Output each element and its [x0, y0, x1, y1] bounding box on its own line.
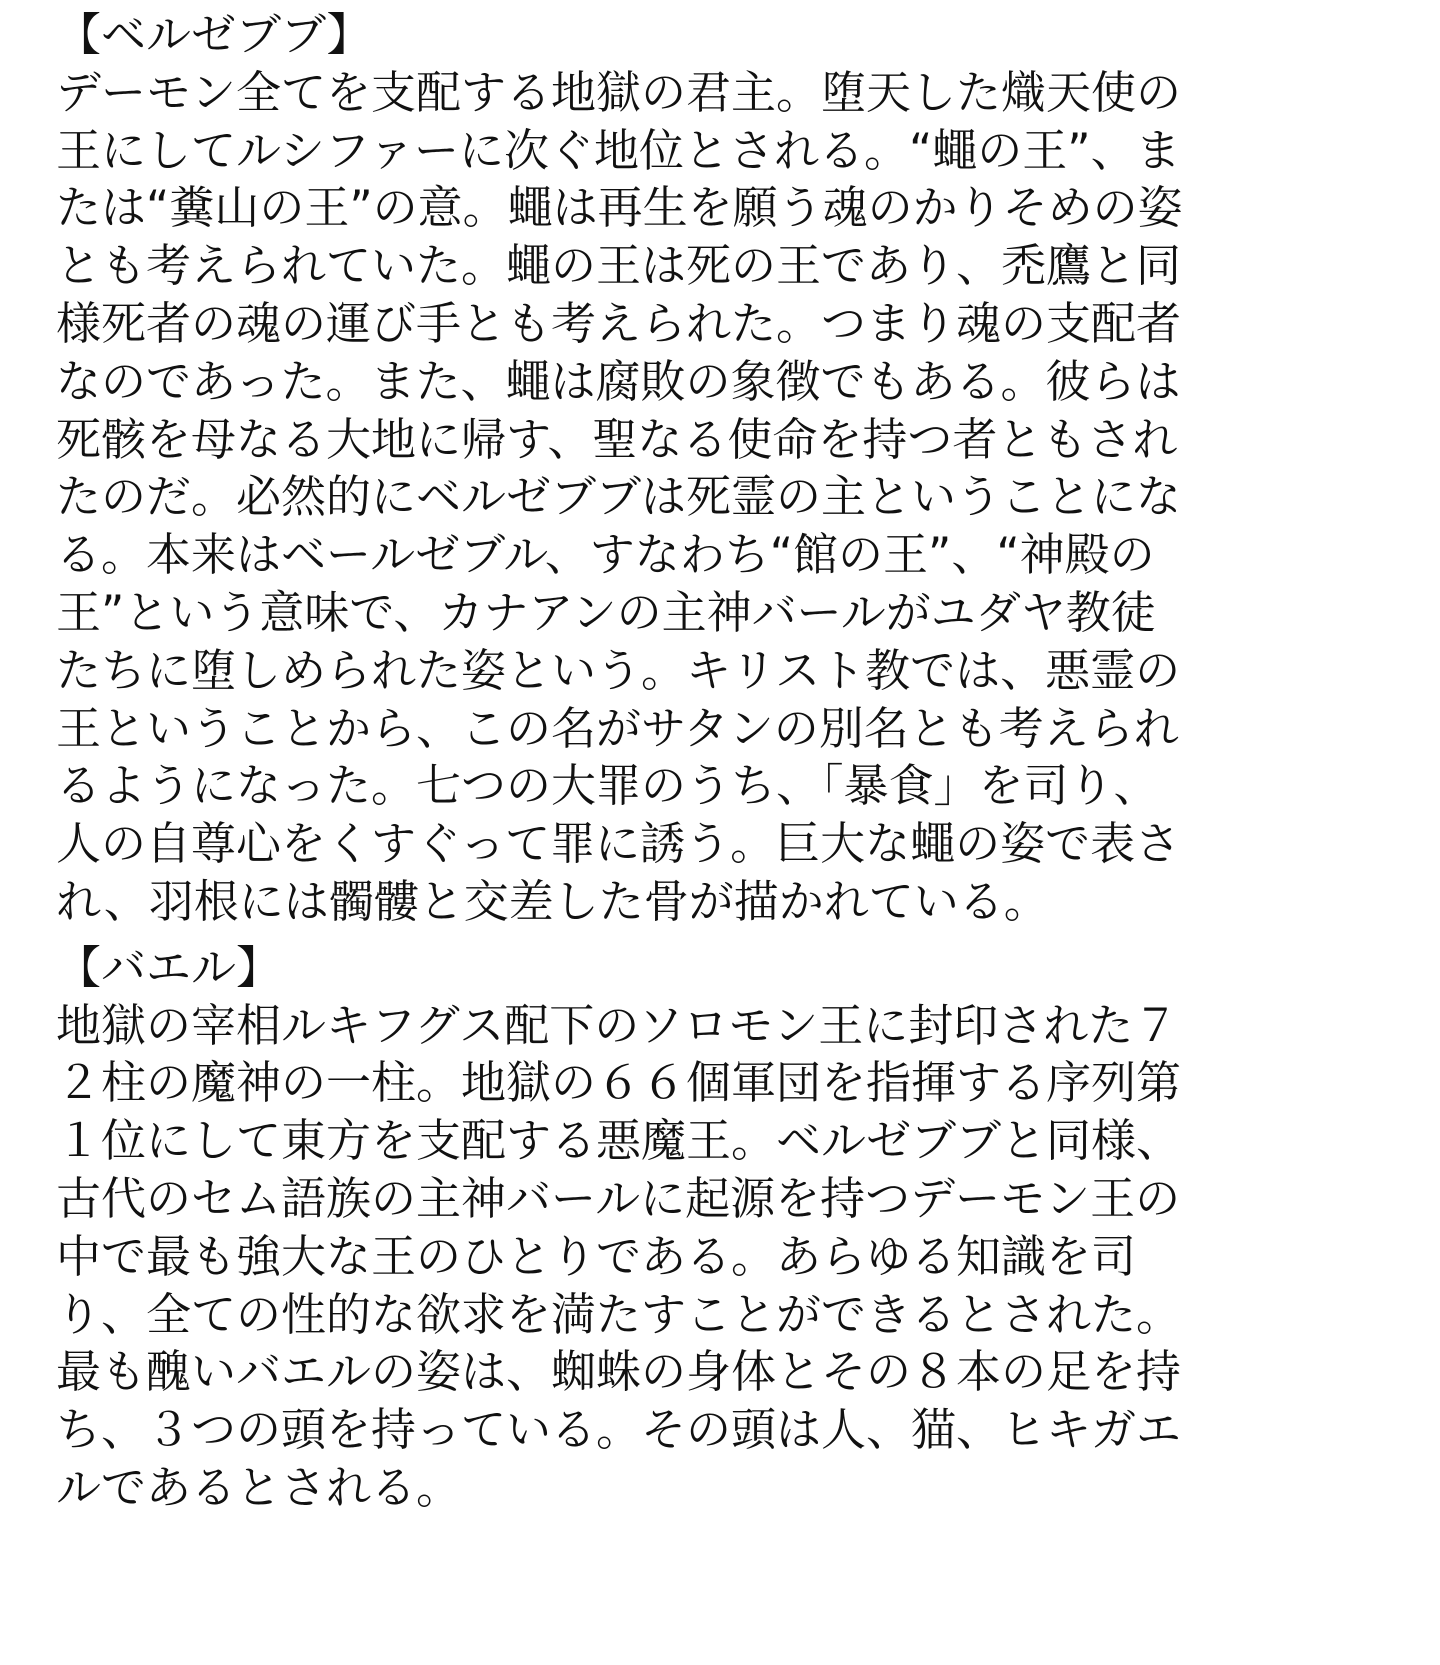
text-line: デーモン全てを支配する地獄の君主。堕天した熾天使の — [56, 65, 1182, 119]
text-line: る。本来はベールゼブル、すなわち“館の王”、“神殿の — [56, 528, 1155, 582]
section-body — [56, 64, 1396, 931]
section-heading: 【バエル】 — [56, 940, 282, 994]
text-line: ルであるとされる。 — [56, 1460, 462, 1514]
text-line: 王ということから、この名がサタンの別名とも考えられ — [56, 701, 1179, 755]
section-body — [56, 997, 1396, 1517]
text-line: 最も醜いバエルの姿は、蜘蛛の身体とその８本の足を持 — [56, 1345, 1182, 1399]
text-line: たは“糞山の王”の意。蠅は再生を願う魂のかりそめの姿 — [56, 181, 1183, 235]
text-line: １位にして東方を支配する悪魔王。ベルゼブブと同様、 — [56, 1114, 1182, 1168]
text-line: たのだ。必然的にベルゼブブは死霊の主ということにな — [56, 470, 1182, 524]
document-page — [56, 6, 1396, 1517]
section-bael — [56, 939, 1396, 1517]
section-beelzebub — [56, 6, 1396, 931]
text-line: 人の自尊心をくすぐって罪に誘う。巨大な蠅の姿で表さ — [56, 817, 1181, 871]
text-line: るようになった。七つの大罪のうち、「暴食」を司り、 — [56, 759, 1159, 813]
text-line: 古代のセム語族の主神バールに起源を持つデーモン王の — [56, 1171, 1181, 1225]
text-line: たちに堕しめられた姿という。キリスト教では、悪霊の — [56, 643, 1181, 697]
text-line: 死骸を母なる大地に帰す、聖なる使命を持つ者ともされ — [56, 412, 1178, 466]
section-heading: 【ベルゼブブ】 — [56, 8, 372, 61]
text-line: 王”という意味で、カナアンの主神バールがユダヤ教徒 — [56, 585, 1156, 639]
text-line: 地獄の宰相ルキフグス配下のソロモン王に封印された７ — [56, 998, 1179, 1052]
text-line: ち、３つの頭を持っている。その頭は人、猫、ヒキガエ — [56, 1403, 1182, 1457]
text-line: 王にしてルシファーに次ぐ地位とされる。“蠅の王”、ま — [56, 123, 1181, 177]
text-line: とも考えられていた。蠅の王は死の王であり、禿鷹と同 — [56, 239, 1182, 293]
text-line: 様死者の魂の運び手とも考えられた。つまり魂の支配者 — [56, 296, 1182, 350]
text-line: ２柱の魔神の一柱。地獄の６６個軍団を指揮する序列第 — [56, 1056, 1182, 1110]
text-line: れ、羽根には髑髏と交差した骨が描かれている。 — [56, 874, 1049, 928]
text-line: 中で最も強大な王のひとりである。あらゆる知識を司 — [56, 1229, 1137, 1283]
text-line: り、全ての性的な欲求を満たすことができるとされた。 — [56, 1287, 1182, 1341]
text-line: なのであった。また、蠅は腐敗の象徴でもある。彼らは — [56, 354, 1181, 408]
